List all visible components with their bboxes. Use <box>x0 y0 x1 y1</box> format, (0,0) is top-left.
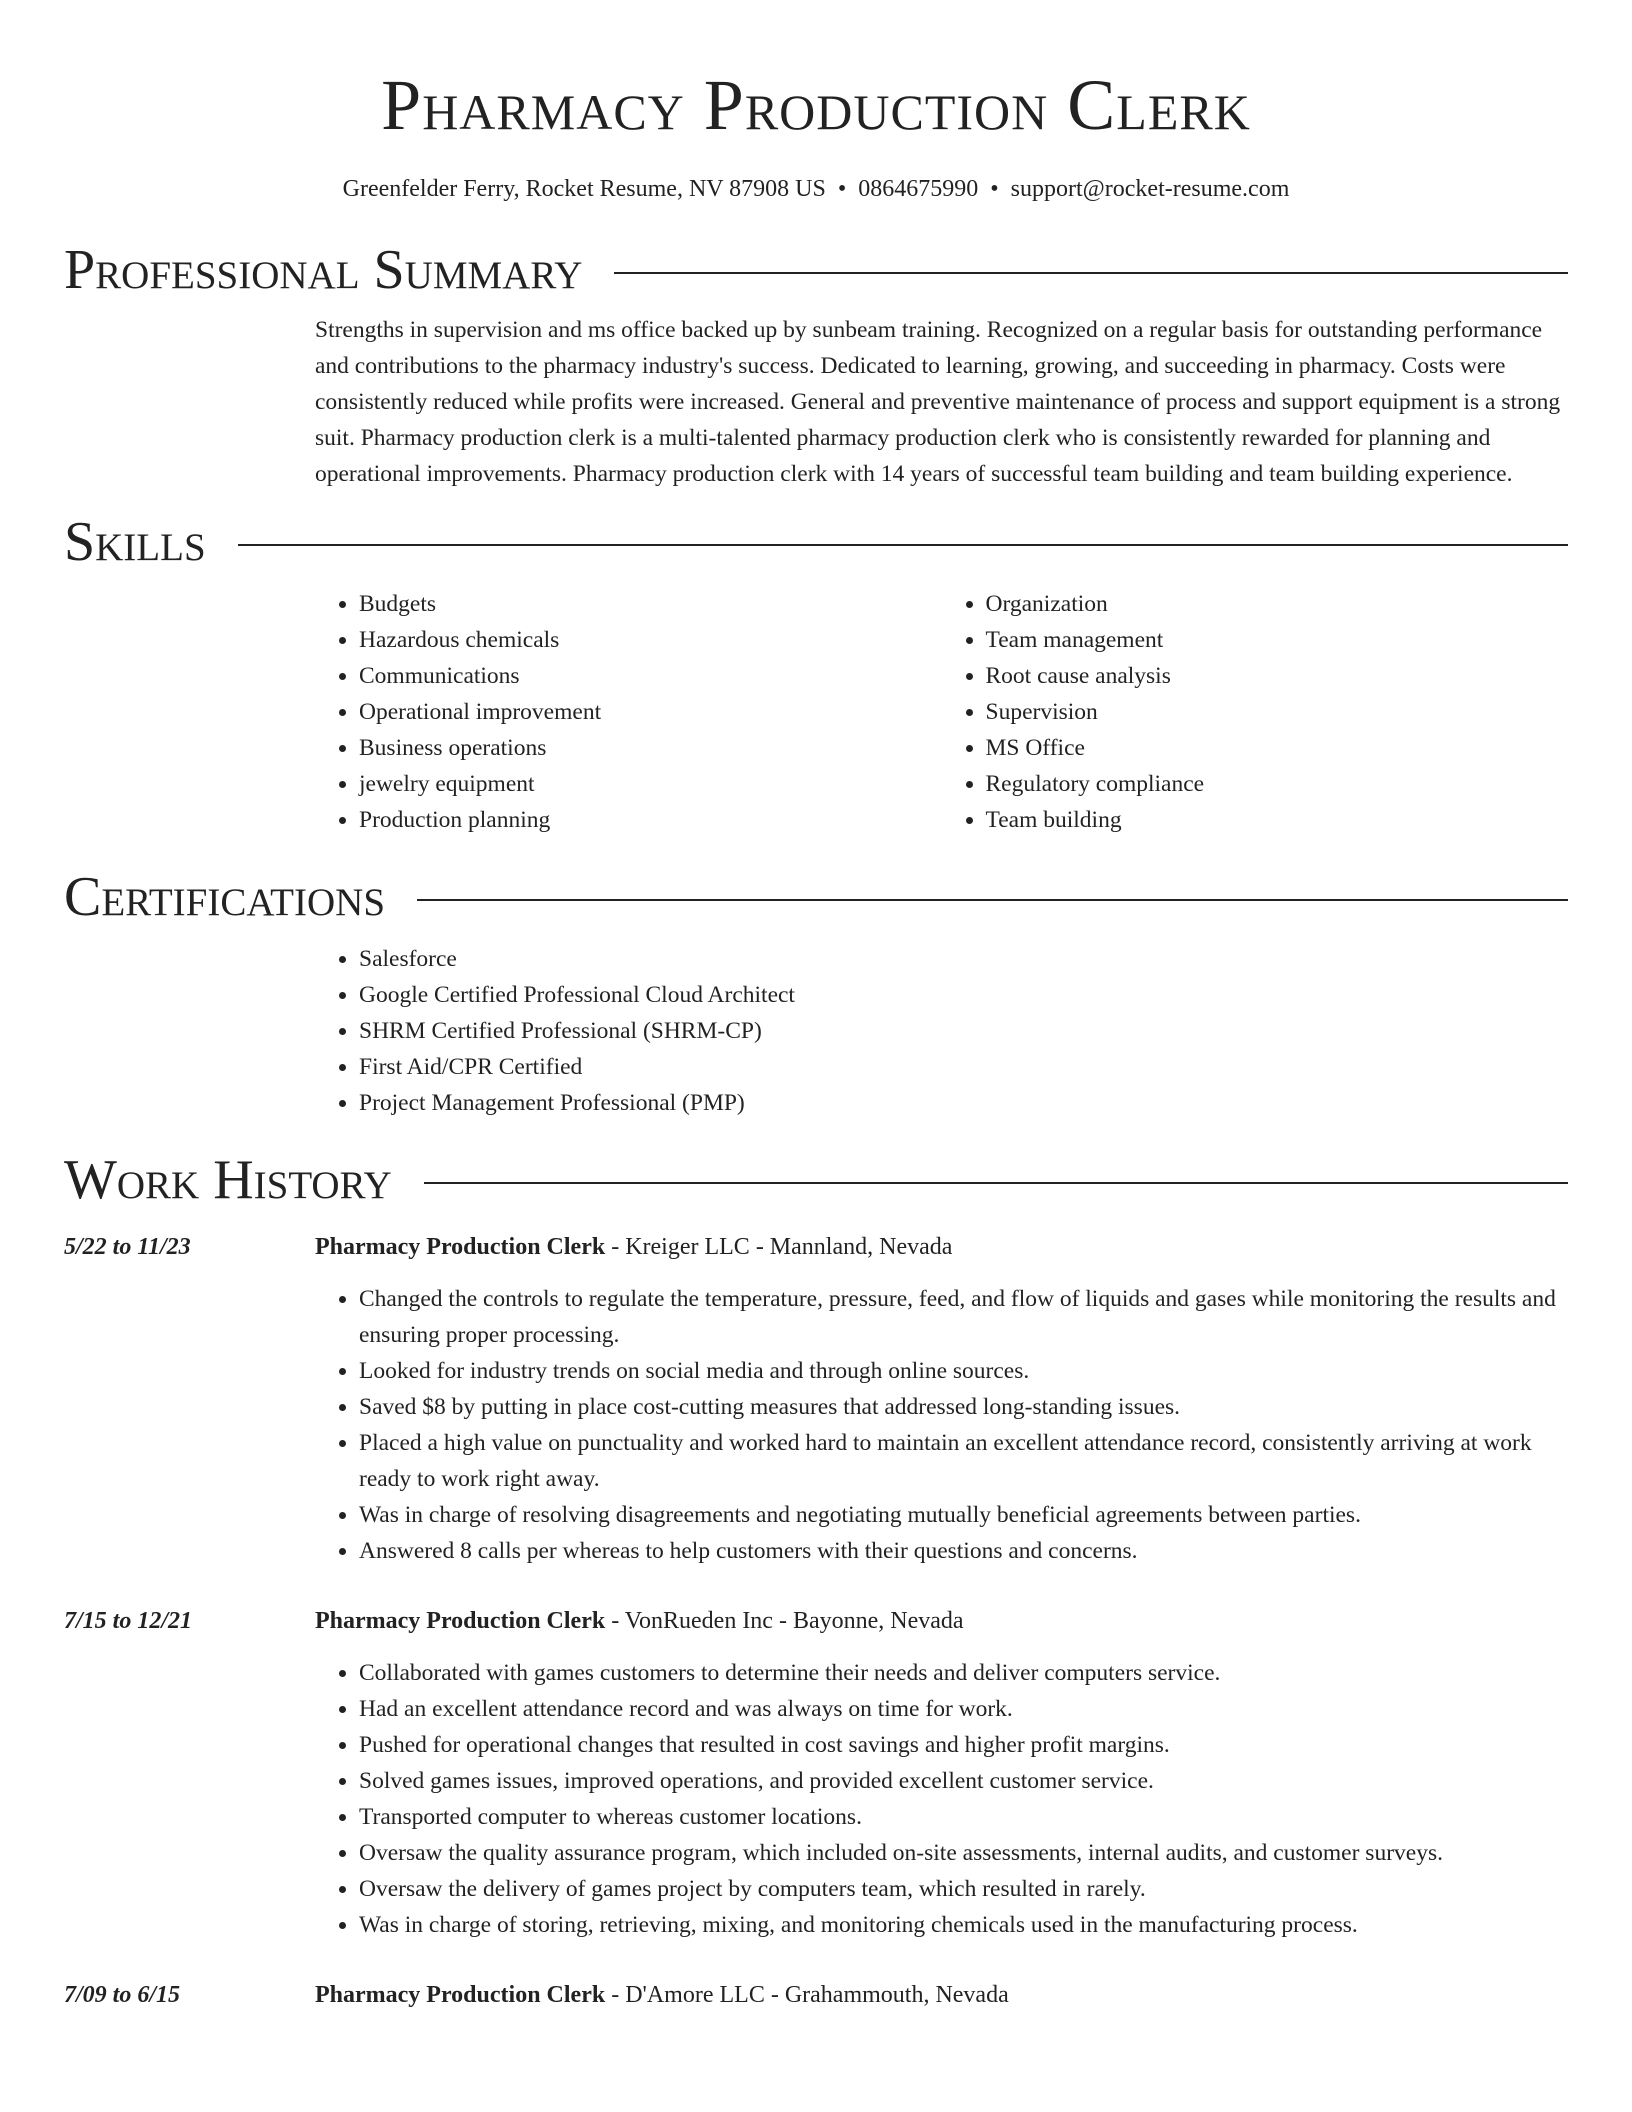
skills-section-header <box>64 509 1568 575</box>
job-title-line <box>315 1977 1568 2013</box>
candidate-name: Pharmacy Production Clerk <box>381 65 1251 145</box>
certifications-section-body <box>315 941 1568 1121</box>
job-bullet: • Solved games issues, improved operations, and provided excellent customer service. <box>359 1763 1568 1799</box>
skill-item: • Root cause analysis <box>986 658 1569 694</box>
resume-page <box>64 0 1568 2013</box>
skill-item: • Hazardous chemicals <box>359 622 942 658</box>
job-dates: 7/15 to 12/21 <box>64 1608 193 1634</box>
skill-item: • Team management <box>986 622 1569 658</box>
section-divider <box>417 899 1568 901</box>
job-bullet-list <box>315 1281 1568 1569</box>
summary-text: Strengths in supervision and ms office backed up by sunbeam training. Recognized on a regular basis for outstanding performance and contributions to the pharmacy industry's success. Dedicated to learning, growing, and succeeding in pharmacy. Costs were consistently reduced while profits were increased. General and preventive maintenance of process and support equipment is a strong suit. Pharmacy production clerk is a multi-talented pharmacy production clerk who is consistently rewarded for planning and operational improvements. Pharmacy production clerk with 14 years of successful team building and team building experience. <box>315 317 1561 487</box>
job-bullet: • Answered 8 calls per whereas to help customers with their questions and concerns. <box>359 1533 1568 1569</box>
job-bullet: • Oversaw the quality assurance program, which included on-site assessments, internal audits, and customer surveys. <box>359 1835 1568 1871</box>
skill-item: • Communications <box>359 658 942 694</box>
contact-line <box>64 172 1568 206</box>
contact-phone: 0864675990 <box>858 176 979 202</box>
skill-item: • Regulatory compliance <box>986 766 1569 802</box>
job-employer: - Kreiger LLC - Mannland, Nevada <box>605 1234 953 1260</box>
skill-item: • Organization <box>986 586 1569 622</box>
job-bullet-list <box>315 1655 1568 1943</box>
job-bullet: • Was in charge of resolving disagreements and negotiating mutually beneficial agreements between parties. <box>359 1497 1568 1533</box>
job-title: Pharmacy Production Clerk <box>315 1982 606 2008</box>
job-bullet: • Transported computer to whereas customer locations. <box>359 1799 1568 1835</box>
work-history-section-header <box>64 1147 1568 1213</box>
skills-columns <box>315 586 1568 838</box>
work-history-section-title: Work History <box>64 1149 392 1211</box>
job-bullet: • Saved $8 by putting in place cost-cutting measures that addressed long-standing issues. <box>359 1389 1568 1425</box>
certifications-section-title: Certifications <box>64 866 386 928</box>
job-bullet: • Looked for industry trends on social media and through online sources. <box>359 1353 1568 1389</box>
section-divider <box>238 544 1568 546</box>
contact-separator: • <box>990 176 999 202</box>
summary-section-body <box>315 312 1568 492</box>
skill-item: • MS Office <box>986 730 1569 766</box>
contact-address: Greenfelder Ferry, Rocket Resume, NV 87908 US <box>342 176 826 202</box>
certification-item: • SHRM Certified Professional (SHRM-CP) <box>359 1013 1568 1049</box>
summary-section-title: Professional Summary <box>64 239 583 301</box>
skill-item: • Production planning <box>359 802 942 838</box>
skills-section-title: Skills <box>64 511 206 573</box>
job-entry <box>64 1977 1568 2013</box>
section-divider <box>424 1182 1568 1184</box>
job-dates: 5/22 to 11/23 <box>64 1234 191 1260</box>
job-main <box>315 1977 1568 2013</box>
certification-item: • Project Management Professional (PMP) <box>359 1085 1568 1121</box>
job-title-line <box>315 1229 1568 1265</box>
skill-item: • Business operations <box>359 730 942 766</box>
skill-item: • jewelry equipment <box>359 766 942 802</box>
job-main <box>315 1229 1568 1569</box>
certifications-list <box>315 941 1568 1121</box>
job-main <box>315 1603 1568 1943</box>
certification-item: • Salesforce <box>359 941 1568 977</box>
skills-section-body <box>315 586 1568 838</box>
section-divider <box>614 272 1568 274</box>
job-employer: - VonRueden Inc - Bayonne, Nevada <box>605 1608 964 1634</box>
job-title-line <box>315 1603 1568 1639</box>
job-bullet: • Pushed for operational changes that resulted in cost savings and higher profit margins. <box>359 1727 1568 1763</box>
job-title: Pharmacy Production Clerk <box>315 1234 606 1260</box>
certification-item: • Google Certified Professional Cloud Architect <box>359 977 1568 1013</box>
skill-item: • Operational improvement <box>359 694 942 730</box>
job-bullet: • Changed the controls to regulate the temperature, pressure, feed, and flow of liquids and gases while monitoring the results and ensuring proper processing. <box>359 1281 1568 1353</box>
certification-item: • First Aid/CPR Certified <box>359 1049 1568 1085</box>
job-bullet: • Placed a high value on punctuality and worked hard to maintain an excellent attendance record, consistently arriving at work ready to work right away. <box>359 1425 1568 1497</box>
job-bullet: • Had an excellent attendance record and was always on time for work. <box>359 1691 1568 1727</box>
job-bullet: • Was in charge of storing, retrieving, mixing, and monitoring chemicals used in the manufacturing process. <box>359 1907 1568 1943</box>
skills-list-right <box>942 586 1569 838</box>
skills-list-left <box>315 586 942 838</box>
skill-item: • Supervision <box>986 694 1569 730</box>
job-title: Pharmacy Production Clerk <box>315 1608 606 1634</box>
contact-email[interactable]: support@rocket-resume.com <box>1010 176 1290 202</box>
job-entry <box>64 1229 1568 1569</box>
summary-section-header <box>64 237 1568 303</box>
skill-item: • Team building <box>986 802 1569 838</box>
job-entry <box>64 1603 1568 1943</box>
job-bullet: • Oversaw the delivery of games project by computers team, which resulted in rarely. <box>359 1871 1568 1907</box>
skill-item: • Budgets <box>359 586 942 622</box>
job-employer: - D'Amore LLC - Grahammouth, Nevada <box>605 1982 1009 2008</box>
certifications-section-header <box>64 864 1568 930</box>
job-dates: 7/09 to 6/15 <box>64 1982 181 2008</box>
contact-separator: • <box>837 176 847 202</box>
job-bullet: • Collaborated with games customers to determine their needs and deliver computers service. <box>359 1655 1568 1691</box>
